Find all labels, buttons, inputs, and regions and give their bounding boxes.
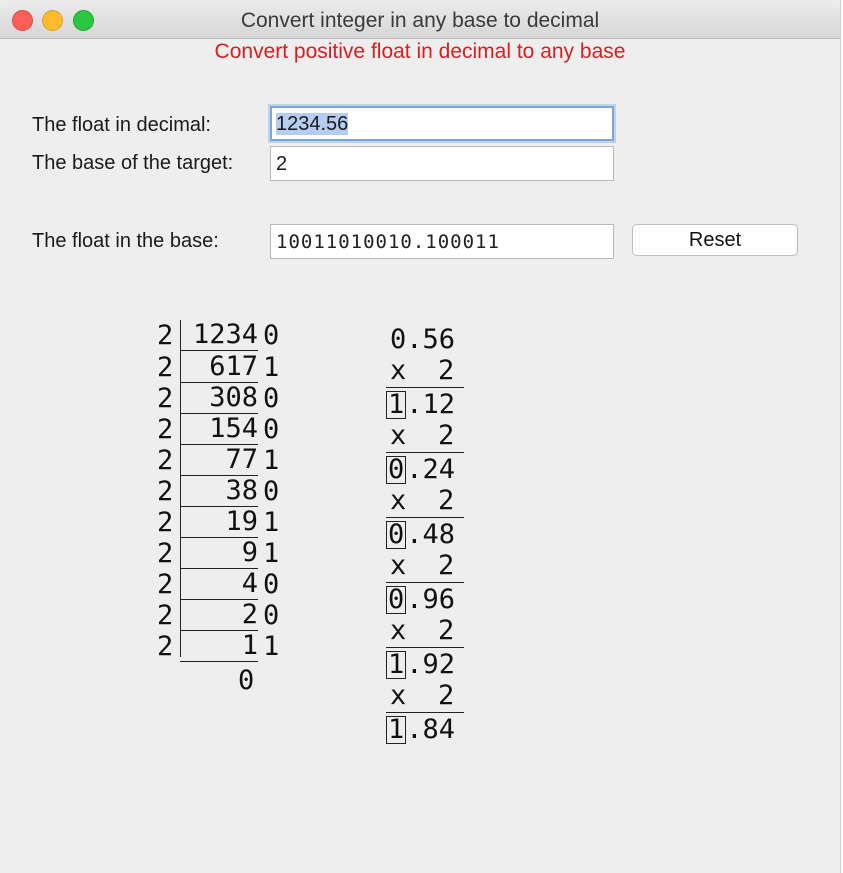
carry-digit: 1 <box>388 714 405 745</box>
multiply-row: x 2 <box>386 680 464 713</box>
title-bar <box>0 0 840 39</box>
product-row: 0.96 <box>388 584 456 615</box>
multiply-row: x 2 <box>386 615 464 648</box>
product-row: 0.48 <box>388 519 456 550</box>
base-input[interactable] <box>270 146 614 181</box>
carry-digit: 1 <box>388 389 405 420</box>
reset-button[interactable]: Reset <box>632 224 798 256</box>
carry-digit: 0 <box>388 454 405 485</box>
final-quotient: 0 <box>238 665 255 696</box>
multiply-row: x 2 <box>386 485 464 518</box>
result-value: 10011010010.100011 <box>276 231 500 253</box>
product-row: 1.12 <box>388 389 456 420</box>
multiply-row: x 2 <box>386 355 464 388</box>
product-row: 1.84 <box>388 714 456 745</box>
window-title: Convert integer in any base to decimal <box>240 9 600 32</box>
decimal-label: The float in decimal: <box>32 114 211 136</box>
multiply-row: x 2 <box>386 550 464 583</box>
product-row: 1.92 <box>388 649 456 680</box>
carry-digit: 0 <box>388 584 405 615</box>
result-field[interactable] <box>270 224 614 259</box>
app-window: Convert integer in any base to decimal Convert positive float in decimal to any base The float in decimal: 1234.56 The base of the target: 2 The float in the base: 10011010010.100011 Reset 2 1234 0 2 617 1 2 308 0 2 154 0 2 77 1 2 38 0 2 19 1 2 9 1 2 4 0 2 2 0 2 1 1 0 0.56 x 2 1.12 x 2 0.24 x 2 0.48 x 2 0.96 x 2 1.92 x 2 1.84 <box>0 0 841 873</box>
fraction-start: 0.56 <box>390 324 456 355</box>
decimal-input[interactable] <box>270 106 614 141</box>
product-row: 0.24 <box>388 454 456 485</box>
result-label: The float in the base: <box>32 230 219 252</box>
carry-digit: 1 <box>388 649 405 680</box>
page-subtitle: Convert positive float in decimal to any base <box>214 40 626 63</box>
base-input-value: 2 <box>276 153 288 175</box>
multiply-row: x 2 <box>386 420 464 453</box>
carry-digit: 0 <box>388 519 405 550</box>
base-label: The base of the target: <box>32 152 234 174</box>
decimal-input-value: 1234.56 <box>276 113 349 135</box>
